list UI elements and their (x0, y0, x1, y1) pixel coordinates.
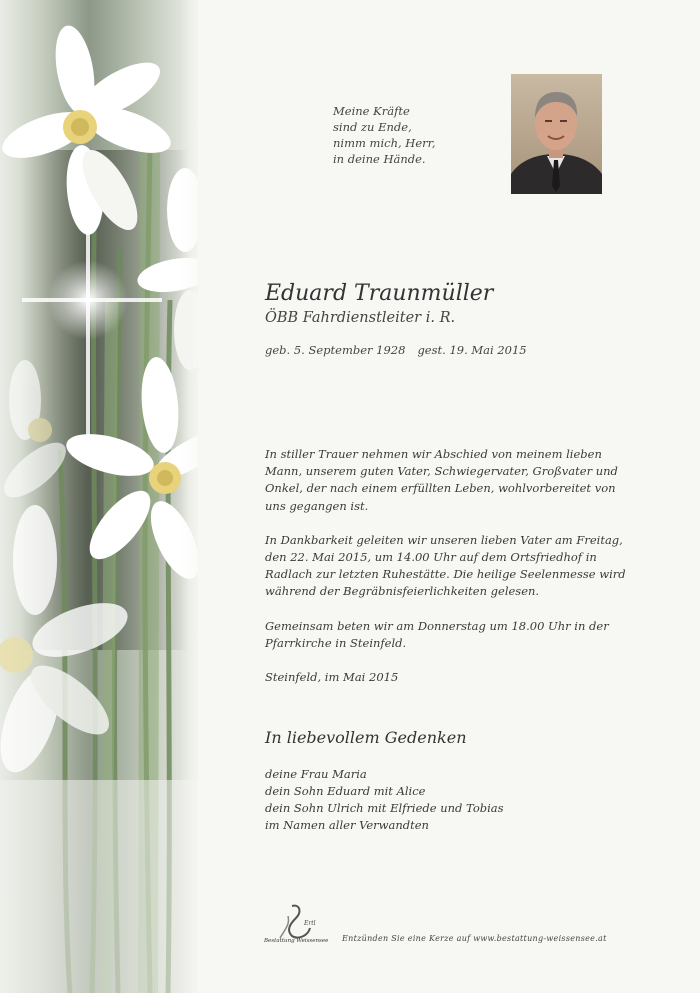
text-line: den 22. Mai 2015, um 14.00 Uhr auf dem Ortsfriedhof in (265, 550, 597, 565)
portrait-illustration (511, 74, 602, 194)
prayer-line: Meine Kräfte (333, 104, 410, 118)
birth-date: geb. 5. September 1928 (265, 343, 406, 357)
deceased-name: Eduard Traunmüller (265, 281, 494, 306)
candle-link-text[interactable]: Entzünden Sie eine Kerze auf www.bestattung-weissensee.at (342, 934, 607, 943)
text-line: Pfarrkirche in Steinfeld. (265, 635, 407, 650)
mourner: dein Sohn Eduard mit Alice (265, 784, 426, 798)
artwork-fade (180, 0, 198, 993)
paragraph-prayer (265, 618, 645, 652)
daffodil-illustration (0, 0, 198, 993)
text-line: In Dankbarkeit geleiten wir unseren lieben Vater am Freitag, (265, 532, 623, 547)
funeral-home-logo (262, 898, 332, 948)
text-line: Radlach zur letzten Ruhestätte. Die heilige Seelenmesse wird (265, 567, 626, 582)
swan-logo-icon (262, 898, 332, 948)
prayer-line: sind zu Ende, (333, 120, 412, 134)
text-line: Mann, unserem guten Vater, Schwiegervater, Großvater und (265, 464, 618, 479)
prayer-verse (333, 103, 503, 167)
text-line: Gemeinsam beten wir am Donnerstag um 18.00 Uhr in der (265, 618, 609, 633)
life-dates (265, 343, 527, 357)
mourners-list (265, 766, 504, 834)
announcement-text (265, 446, 645, 703)
mourner: deine Frau Maria (265, 767, 367, 781)
closing-heading: In liebevollem Gedenken (265, 728, 467, 747)
portrait-photo (511, 74, 602, 194)
svg-text:Bestattung Weissensee: Bestattung Weissensee (264, 938, 329, 944)
text-line: In stiller Trauer nehmen wir Abschied von meinem lieben (265, 447, 602, 461)
text-line: uns gegangen ist. (265, 498, 369, 513)
daffodil-artwork (0, 0, 198, 993)
paragraph-farewell (265, 446, 645, 515)
prayer-line: in deine Hände. (333, 152, 426, 166)
mourner: dein Sohn Ulrich mit Elfriede und Tobias (265, 801, 504, 815)
svg-text:Ertl: Ertl (304, 920, 316, 927)
paragraph-funeral (265, 532, 645, 601)
text-line: Onkel, der nach einem erfüllten Leben, wohlvorbereitet von (265, 481, 616, 496)
prayer-line: nimm mich, Herr, (333, 136, 436, 150)
mourner: im Namen aller Verwandten (265, 818, 429, 832)
death-date: gest. 19. Mai 2015 (417, 343, 527, 357)
deceased-occupation: ÖBB Fahrdienstleiter i. R. (265, 310, 456, 326)
text-line: während der Begräbnisfeierlichkeiten gelesen. (265, 584, 540, 599)
place-date: Steinfeld, im Mai 2015 (265, 670, 399, 685)
